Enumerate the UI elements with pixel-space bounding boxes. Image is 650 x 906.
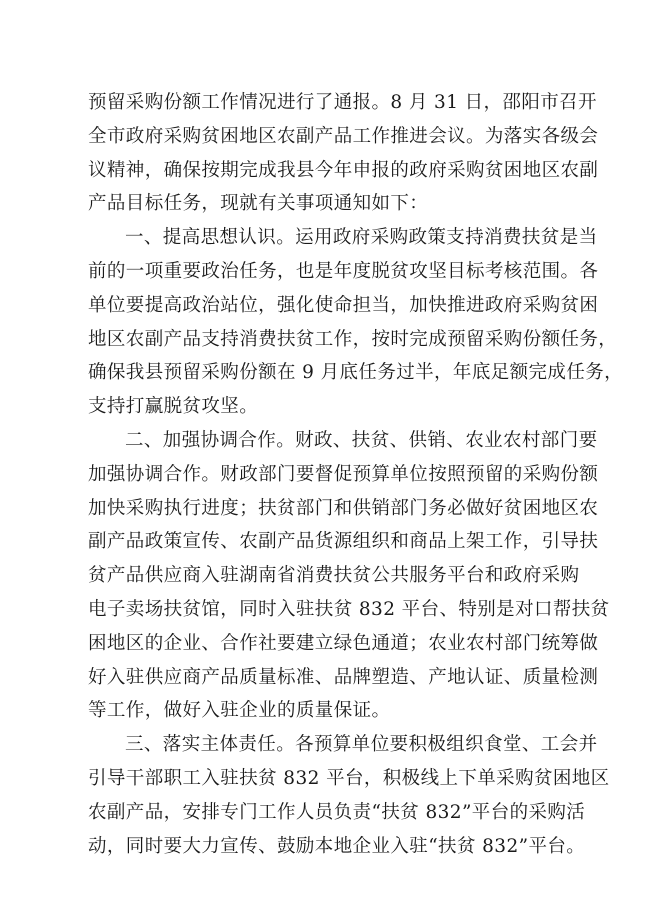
text-line: 动，同时要大力宣传、鼓励本地企业入驻“扶贫 832”平台。: [88, 835, 586, 857]
text-line: 确保我县预留采购份额在 9 月底任务过半，年底足额完成任务，: [88, 362, 624, 384]
text-line: 好入驻供应商产品质量标准、品牌塑造、产地认证、质量检测: [88, 666, 599, 688]
text-line: 困地区的企业、合作社要建立绿色通道；农业农村部门统筹做: [88, 632, 599, 654]
paragraph-3-start: 三、落实主体责任。各预算单位要积极组织食堂、工会并: [125, 734, 598, 756]
text-line: 议精神，确保按期完成我县今年申报的政府采购贫困地区农副: [88, 159, 599, 181]
text-line: 等工作，做好入驻企业的质量保证。: [88, 700, 391, 722]
text-line: 农副产品，安排专门工作人员负责“扶贫 832”平台的采购活: [88, 801, 586, 823]
text-line: 全市政府采购贫困地区农副产品工作推进会议。为落实各级会: [88, 125, 599, 147]
text-line: 地区农副产品支持消费扶贫工作，按时完成预留采购份额任务，: [88, 328, 618, 350]
text-line: 单位要提高政治站位，强化使命担当，加快推进政府采购贫困: [88, 294, 599, 316]
paragraph-2-start: 二、加强协调合作。财政、扶贫、供销、农业农村部门要: [125, 429, 598, 451]
document-body: [88, 86, 624, 863]
text-line: 副产品政策宣传、农副产品货源组织和商品上架工作，引导扶: [88, 531, 599, 553]
text-line: 引导干部职工入驻扶贫 832 平台，积极线上下单采购贫困地区: [88, 767, 610, 789]
text-line: 加强协调合作。财政部门要督促预算单位按照预留的采购份额: [88, 463, 599, 485]
text-line: 电子卖场扶贫馆，同时入驻扶贫 832 平台、特别是对口帮扶贫: [88, 598, 610, 620]
text-line: 产品目标任务，现就有关事项通知如下：: [88, 193, 429, 215]
paragraph-1-start: 一、提高思想认识。运用政府采购政策支持消费扶贫是当: [125, 227, 598, 249]
text-line: 支持打赢脱贫攻坚。: [88, 396, 259, 418]
text-line: 前的一项重要政治任务，也是年度脱贫攻坚目标考核范围。各: [88, 260, 599, 282]
text-line: 预留采购份额工作情况进行了通报。8 月 31 日，邵阳市召开: [88, 92, 597, 113]
text-line: 贫产品供应商入驻湖南省消费扶贫公共服务平台和政府采购: [88, 565, 580, 587]
text-line: 加快采购执行进度；扶贫部门和供销部门务必做好贫困地区农: [88, 497, 599, 519]
